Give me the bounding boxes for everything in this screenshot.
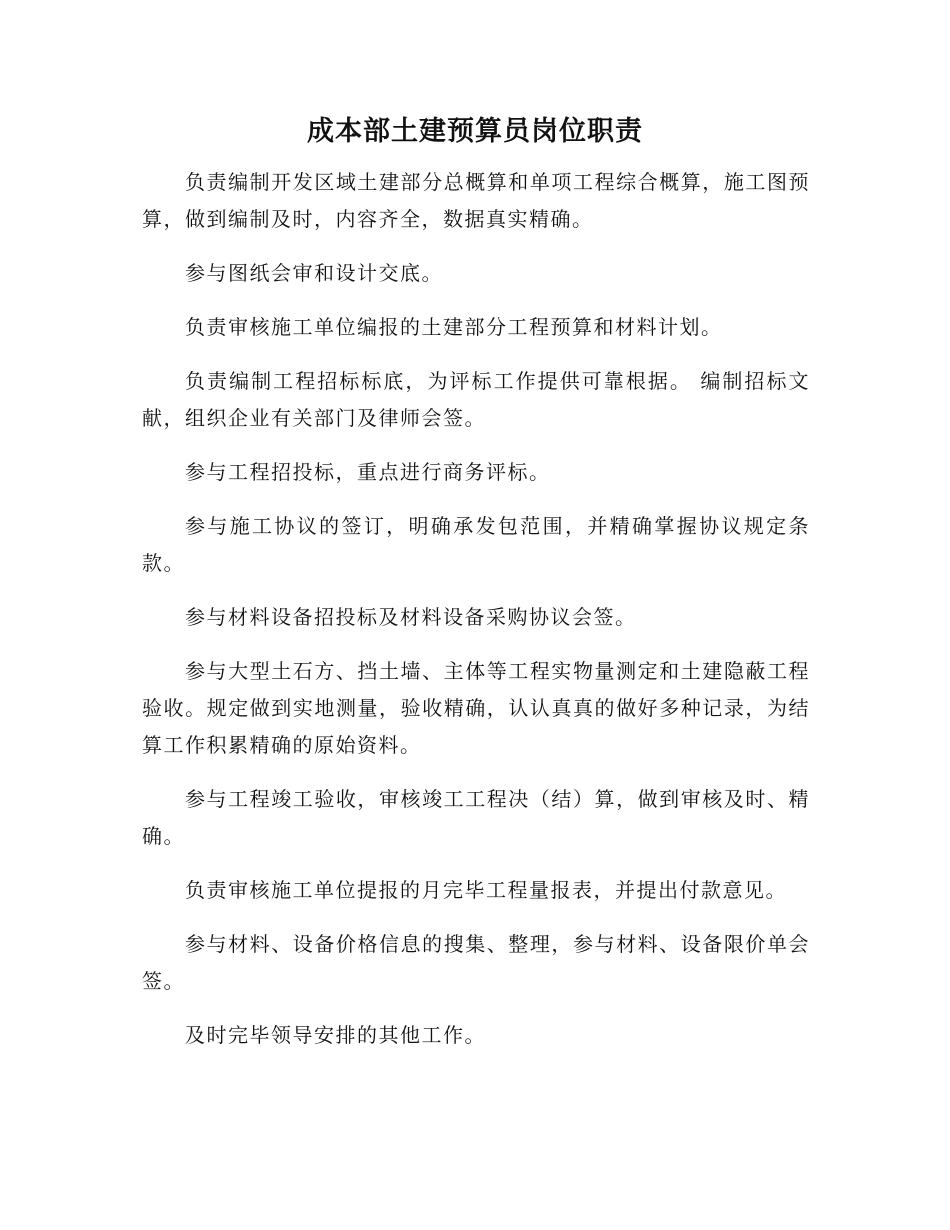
- duty-paragraph-3: 负责审核施工单位编报的土建部分工程预算和材料计划。: [185, 315, 723, 339]
- duty-paragraph-1: 负责编制开发区域土建部分总概算和单项工程综合概算，施工图预算，做到编制及时，内容齐全，数据真实精确。: [142, 170, 810, 231]
- duty-paragraph-2: 参与图纸会审和设计交底。: [185, 261, 443, 285]
- duty-paragraph-5: 参与工程招投标，重点进行商务评标。: [185, 460, 551, 484]
- duty-paragraph-9: 参与工程竣工验收，审核竣工工程决（结）算，做到审核及时、精确。: [142, 787, 810, 848]
- document-body: [142, 164, 810, 1071]
- document-title: 成本部土建预算员岗位职责: [307, 116, 643, 147]
- duty-paragraph-6: 参与施工协议的签订，明确承发包范围，并精确掌握协议规定条款。: [142, 514, 810, 575]
- duty-paragraph-7: 参与材料设备招投标及材料设备采购协议会签。: [185, 605, 637, 629]
- duty-paragraph-10: 负责审核施工单位提报的月完毕工程量报表，并提出付款意见。: [185, 878, 787, 902]
- duty-paragraph-11: 参与材料、设备价格信息的搜集、整理，参与材料、设备限价单会签。: [142, 932, 810, 993]
- duty-paragraph-8: 参与大型土石方、挡土墙、主体等工程实物量测定和土建隐蔽工程验收。规定做到实地测量，验收精确，认认真真的做好多种记录，为结算工作积累精确的原始资料。: [142, 659, 810, 757]
- duty-paragraph-4: 负责编制工程招标标底，为评标工作提供可靠根据。 编制招标文献，组织企业有关部门及律师会签。: [142, 369, 810, 430]
- duty-paragraph-12: 及时完毕领导安排的其他工作。: [185, 1023, 486, 1047]
